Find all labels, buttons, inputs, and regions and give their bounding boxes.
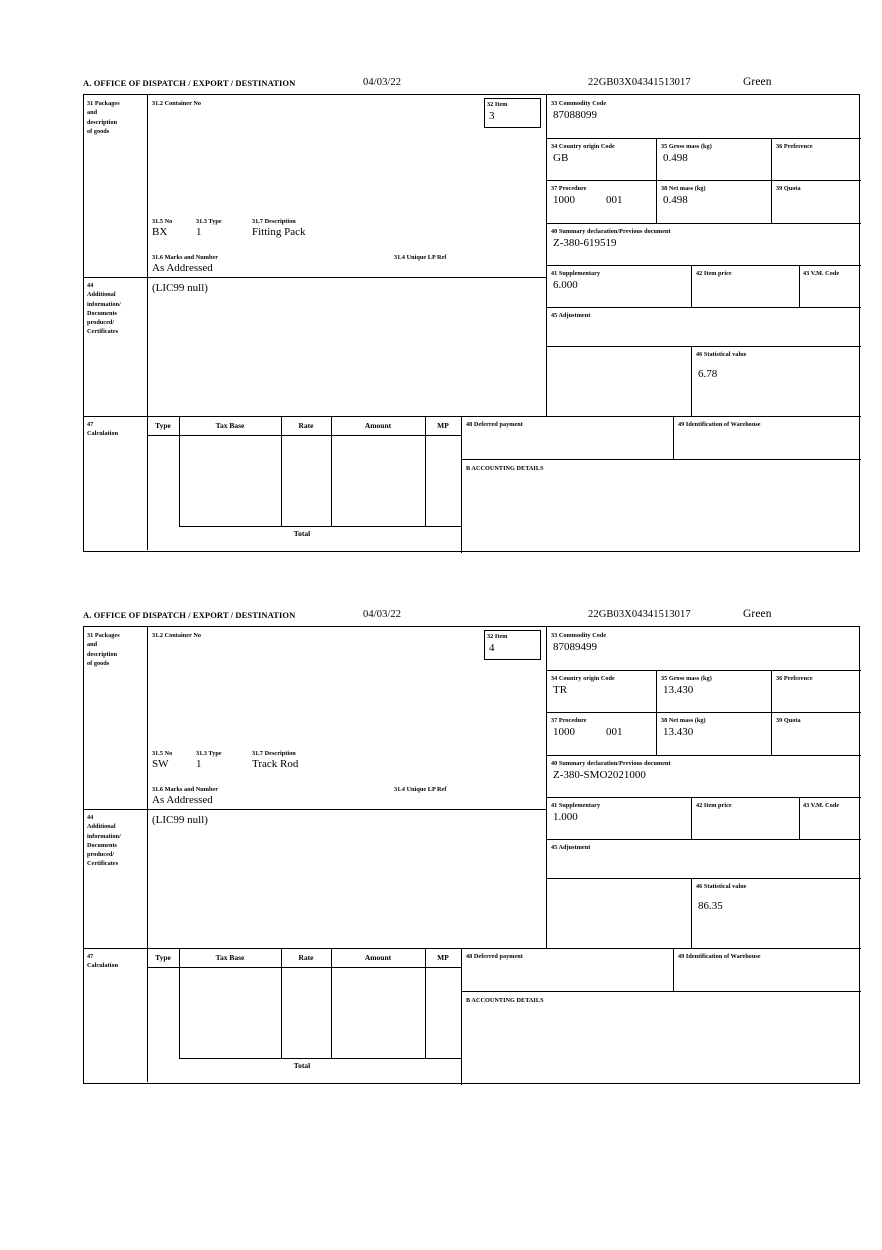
box-38-label-2: 38 Net mass (kg) <box>661 717 706 724</box>
box-46-value-2: 86.35 <box>698 900 723 912</box>
box-41-supplementary-2 <box>546 797 691 839</box>
box-39-label: 39 Quota <box>776 185 801 192</box>
box-32-item <box>484 98 541 128</box>
customs-declaration-form-1 <box>83 78 862 552</box>
box-31-6-marks-value-2: As Addressed <box>152 794 213 806</box>
box-46-statistical-value <box>691 346 861 416</box>
box-45-label: 45 Adjustment <box>551 312 591 319</box>
box-31-7-description-value-2: Track Rod <box>252 758 299 770</box>
box-41-supplementary <box>546 265 691 307</box>
box-31-4-uniquelp-label: 31.4 Unique LP Ref <box>394 254 447 261</box>
box-31-2-container-label-2: 31.2 Container No <box>152 632 202 639</box>
box-31-5-no-label: 31.5 No <box>152 218 173 225</box>
box-38-value: 0.498 <box>663 194 688 206</box>
calculation-total-label-2: Total <box>293 1061 311 1070</box>
box-40-previous-document <box>546 223 861 265</box>
box-41-label: 41 Supplementary <box>551 270 601 277</box>
box-39-label-2: 39 Quota <box>776 717 801 724</box>
box-31-3-type-value-2: SW <box>152 758 169 770</box>
box-31-5-no-value: 1 <box>196 226 202 238</box>
column-header-mp: MP <box>437 421 449 430</box>
calculation-total-label: Total <box>293 529 311 538</box>
box-32-label-2: 32 Item <box>487 633 508 640</box>
box-43-label-2: 43 V.M. Code <box>803 802 840 809</box>
box-49-label-2: 49 Identification of Warehouse <box>678 953 761 960</box>
box-34-label: 34 Country origin Code <box>551 143 615 150</box>
calculation-table-header <box>147 416 461 436</box>
column-header-tax-base: Tax Base <box>215 421 245 430</box>
form-header <box>83 78 862 94</box>
column-header-rate: Rate <box>298 421 314 430</box>
calc-col-sep-3-2 <box>331 948 332 1058</box>
box-46-label: 46 Statistical value <box>696 351 747 358</box>
box-45-adjustment-2 <box>546 839 861 878</box>
box-38-value-2: 13.430 <box>663 726 694 738</box>
box-45-label-2: 45 Adjustment <box>551 844 591 851</box>
box-48-deferred-payment-2 <box>461 948 673 991</box>
box-34-value: GB <box>553 152 569 164</box>
lane-status-2: Green <box>743 608 772 620</box>
box-49-warehouse-id <box>673 416 861 459</box>
box-34-value-2: TR <box>553 684 568 696</box>
box-31-6-marks-label: 31.6 Marks and Number <box>152 254 219 261</box>
calc-col-sep-4-2 <box>425 948 426 1058</box>
box-37-label: 37 Procedure <box>551 185 587 192</box>
calculation-table <box>147 416 461 553</box>
box-b-accounting-details <box>461 459 861 553</box>
box-31-5-no-value-2: 1 <box>196 758 202 770</box>
box-36-label-2: 36 Preference <box>776 675 813 682</box>
box-32-label: 32 Item <box>487 101 508 108</box>
box-35-gross-mass-2 <box>656 670 771 712</box>
box-38-net-mass <box>656 180 771 223</box>
declaration-box-2 <box>83 626 860 1084</box>
box-47-label: 47 Calculation <box>87 421 119 438</box>
customs-declaration-form-2 <box>83 610 862 1084</box>
box-40-label-2: 40 Summary declaration/Previous document <box>551 760 671 767</box>
box-40-previous-document-2 <box>546 755 861 797</box>
dotted-divider-46 <box>546 346 547 416</box>
calc-col-sep-2 <box>281 416 282 526</box>
box-43-vm-code <box>799 265 861 307</box>
form-header-2 <box>83 610 862 626</box>
box-38-label: 38 Net mass (kg) <box>661 185 706 192</box>
box-48-label-2: 48 Deferred payment <box>466 953 523 960</box>
box-32-item-2 <box>484 630 541 660</box>
box-42-label: 42 Item price <box>696 270 732 277</box>
box-31-6-marks-value: As Addressed <box>152 262 213 274</box>
office-of-dispatch-label: A. OFFICE OF DISPATCH / EXPORT / DESTINATION <box>83 78 296 88</box>
box-35-label: 35 Gross mass (kg) <box>661 143 712 150</box>
box-31-3-type-label-2: 31.3 Type <box>196 750 222 757</box>
box-34-label-2: 34 Country origin Code <box>551 675 615 682</box>
box-31-7-description-value: Fitting Pack <box>252 226 306 238</box>
box-33-commodity-code <box>546 95 861 138</box>
box-35-value-2: 13.430 <box>663 684 694 696</box>
declaration-box <box>83 94 860 552</box>
box-36-label: 36 Preference <box>776 143 813 150</box>
box-39-quota <box>771 180 861 223</box>
box-40-value-2: Z-380-SMO2021000 <box>553 769 646 781</box>
column-header-amount-2: Amount <box>364 953 392 962</box>
box-48-deferred-payment <box>461 416 673 459</box>
column-header-amount: Amount <box>364 421 392 430</box>
calculation-table-2 <box>147 948 461 1085</box>
calc-col-sep-1 <box>179 416 180 526</box>
divider-box31-bottom-2 <box>84 809 546 810</box>
box-35-gross-mass <box>656 138 771 180</box>
box-34-country-origin-2 <box>546 670 656 712</box>
box-44-label: 44 Additional information/ Documents produced/ Certificates <box>87 282 121 336</box>
divider-box31-bottom <box>84 277 546 278</box>
movement-reference-number: 22GB03X04341513017 <box>588 77 691 88</box>
calc-body-bottom <box>179 526 461 527</box>
box-37-value-2-second: 001 <box>606 726 623 738</box>
box-37-label-2: 37 Procedure <box>551 717 587 724</box>
box-36-preference <box>771 138 861 180</box>
box-33-label-2: 33 Commodity Code <box>551 632 607 639</box>
box-44-value: (LIC99 null) <box>152 282 208 294</box>
box-44-label-2: 44 Additional information/ Documents produced/ Certificates <box>87 814 121 868</box>
calc-body-bottom-2 <box>179 1058 461 1059</box>
box-48-label: 48 Deferred payment <box>466 421 523 428</box>
calc-col-sep-4 <box>425 416 426 526</box>
box-47-label-2: 47 Calculation <box>87 953 119 970</box>
box-31-2-container-label: 31.2 Container No <box>152 100 202 107</box>
box-40-value: Z-380-619519 <box>553 237 617 249</box>
box-37-procedure <box>546 180 656 223</box>
lane-status: Green <box>743 76 772 88</box>
box-40-label: 40 Summary declaration/Previous document <box>551 228 671 235</box>
column-header-rate-2: Rate <box>298 953 314 962</box>
box-31-7-description-label-2: 31.7 Description <box>252 750 296 757</box>
box-42-item-price-2 <box>691 797 799 839</box>
box-46-statistical-value-2 <box>691 878 861 948</box>
calc-col-sep-0 <box>147 416 148 526</box>
box-33-commodity-code-2 <box>546 627 861 670</box>
box-31-4-uniquelp-label-2: 31.4 Unique LP Ref <box>394 786 447 793</box>
box-33-label: 33 Commodity Code <box>551 100 607 107</box>
box-45-adjustment <box>546 307 861 346</box>
column-header-type-2: Type <box>155 953 171 962</box>
declaration-date: 04/03/22 <box>363 77 402 88</box>
box-37-value-2: 1000 <box>553 726 575 738</box>
declaration-date-2: 04/03/22 <box>363 609 402 620</box>
box-41-value: 6.000 <box>553 279 578 291</box>
box-41-label-2: 41 Supplementary <box>551 802 601 809</box>
column-header-type: Type <box>155 421 171 430</box>
calc-col-sep-3 <box>331 416 332 526</box>
column-header-tax-base-2: Tax Base <box>215 953 245 962</box>
box-31-3-type-value: BX <box>152 226 168 238</box>
box-31-3-type-label: 31.3 Type <box>196 218 222 225</box>
calc-col-sep-0-2 <box>147 948 148 1058</box>
box-42-item-price <box>691 265 799 307</box>
box-33-value: 87088099 <box>553 109 597 121</box>
box-33-value-2: 87089499 <box>553 641 597 653</box>
calc-col-sep-2-2 <box>281 948 282 1058</box>
box-46-value: 6.78 <box>698 368 718 380</box>
box-34-country-origin <box>546 138 656 180</box>
office-of-dispatch-label-2: A. OFFICE OF DISPATCH / EXPORT / DESTINATION <box>83 610 296 620</box>
box-46-label-2: 46 Statistical value <box>696 883 747 890</box>
box-31-6-marks-label-2: 31.6 Marks and Number <box>152 786 219 793</box>
box-32-value: 3 <box>489 110 495 122</box>
box-b-accounting-details-2 <box>461 991 861 1085</box>
calc-col-sep-1-2 <box>179 948 180 1058</box>
box-35-value: 0.498 <box>663 152 688 164</box>
box-32-value-2: 4 <box>489 642 495 654</box>
box-35-label-2: 35 Gross mass (kg) <box>661 675 712 682</box>
box-38-net-mass-2 <box>656 712 771 755</box>
box-31-label-2: 31 Packages and description of goods <box>87 632 120 667</box>
box-37-procedure-2 <box>546 712 656 755</box>
calculation-table-header-2 <box>147 948 461 968</box>
box-42-label-2: 42 Item price <box>696 802 732 809</box>
box-49-warehouse-id-2 <box>673 948 861 991</box>
dotted-divider-46-2 <box>546 878 547 948</box>
movement-reference-number-2: 22GB03X04341513017 <box>588 609 691 620</box>
box-37-value-2: 001 <box>606 194 623 206</box>
box-41-value-2: 1.000 <box>553 811 578 823</box>
box-43-vm-code-2 <box>799 797 861 839</box>
box-37-value: 1000 <box>553 194 575 206</box>
box-43-label: 43 V.M. Code <box>803 270 840 277</box>
box-44-value-2: (LIC99 null) <box>152 814 208 826</box>
box-36-preference-2 <box>771 670 861 712</box>
box-49-label: 49 Identification of Warehouse <box>678 421 761 428</box>
box-39-quota-2 <box>771 712 861 755</box>
box-31-5-no-label-2: 31.5 No <box>152 750 173 757</box>
box-b-label: B ACCOUNTING DETAILS <box>466 465 544 472</box>
box-31-label: 31 Packages and description of goods <box>87 100 120 135</box>
box-b-label-2: B ACCOUNTING DETAILS <box>466 997 544 1004</box>
column-header-mp-2: MP <box>437 953 449 962</box>
box-31-7-description-label: 31.7 Description <box>252 218 296 225</box>
